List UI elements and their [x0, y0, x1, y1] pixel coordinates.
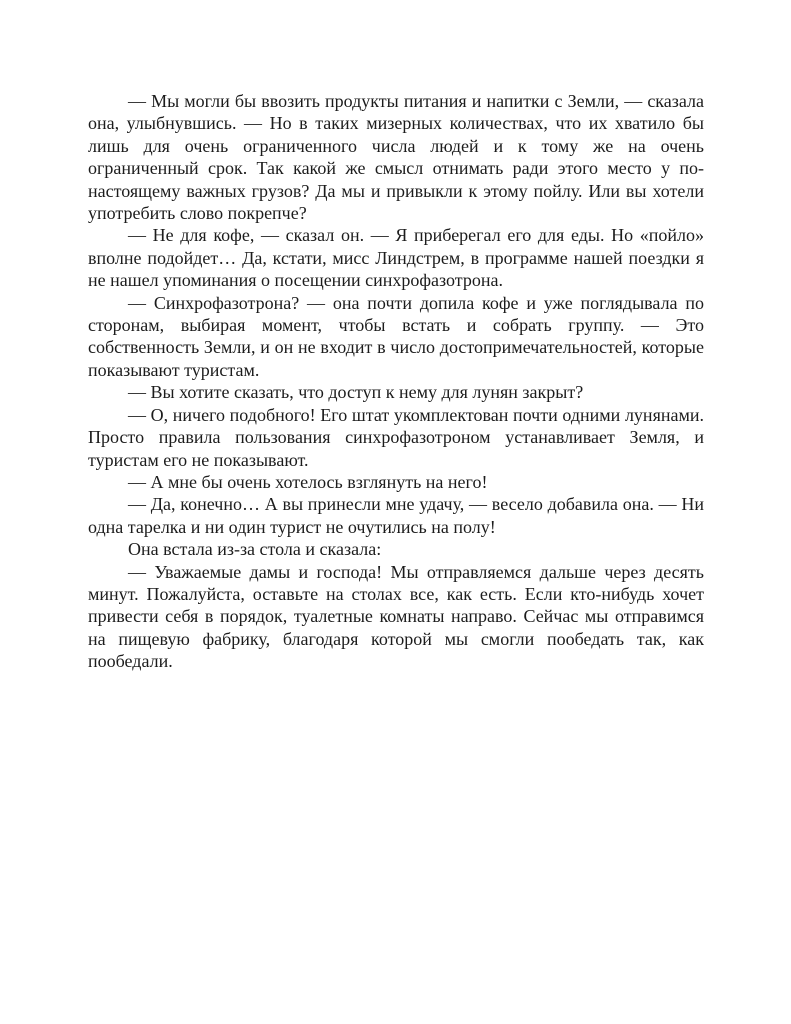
paragraph-7: — Да, конечно… А вы принесли мне удачу, — весело добавила она. — Ни одна тарелка и ни один турист не очутились на полу!	[88, 494, 704, 537]
paragraph-8: Она встала из-за стола и сказала:	[128, 539, 382, 560]
paragraph-4: — Вы хотите сказать, что доступ к нему для лунян закрыт?	[128, 382, 584, 403]
paragraph-6: — А мне бы очень хотелось взглянуть на него!	[128, 471, 488, 492]
paragraph-2: — Не для кофе, — сказал он. — Я приберегал его для еды. Но «пойло» вполне подойдет… Да, кстати, мисс Линдстрем, в программе нашей поездки я не нашел упоминания о посещении синхрофазотрона.	[88, 225, 704, 291]
paragraph-3: — Синхрофазотрона? — она почти допила кофе и уже поглядывала по сторонам, выбирая момент, чтобы встать и собрать группу. — Это собственность Земли, и он не входит в число достопримечательностей, которые показывают туристам.	[88, 292, 704, 380]
paragraph-5: — О, ничего подобного! Его штат укомплектован почти одними лунянами. Просто правила пользования синхрофазотроном устанавливает Земля, и туристам его не показывают.	[88, 404, 704, 470]
paragraph-1: — Мы могли бы ввозить продукты питания и напитки с Земли, — сказала она, улыбнувшись. — Но в таких мизерных количествах, что их хватило бы лишь для очень ограниченного числа людей и к тому же на очень ограниченный срок. Так какой же смысл отнимать ради этого место у по-настоящему важных грузов? Да мы и привыкли к этому пойлу. Или вы хотели употребить слово покрепче?	[88, 91, 704, 224]
text-block	[88, 90, 704, 673]
paragraph-9: — Уважаемые дамы и господа! Мы отправляемся дальше через десять минут. Пожалуйста, оставьте на столах все, как есть. Если кто-нибудь хочет привести себя в порядок, туалетные комнаты направо. Сейчас мы отправимся на пищевую фабрику, благодаря которой мы смогли пообедать так, как пообедали.	[88, 561, 704, 672]
